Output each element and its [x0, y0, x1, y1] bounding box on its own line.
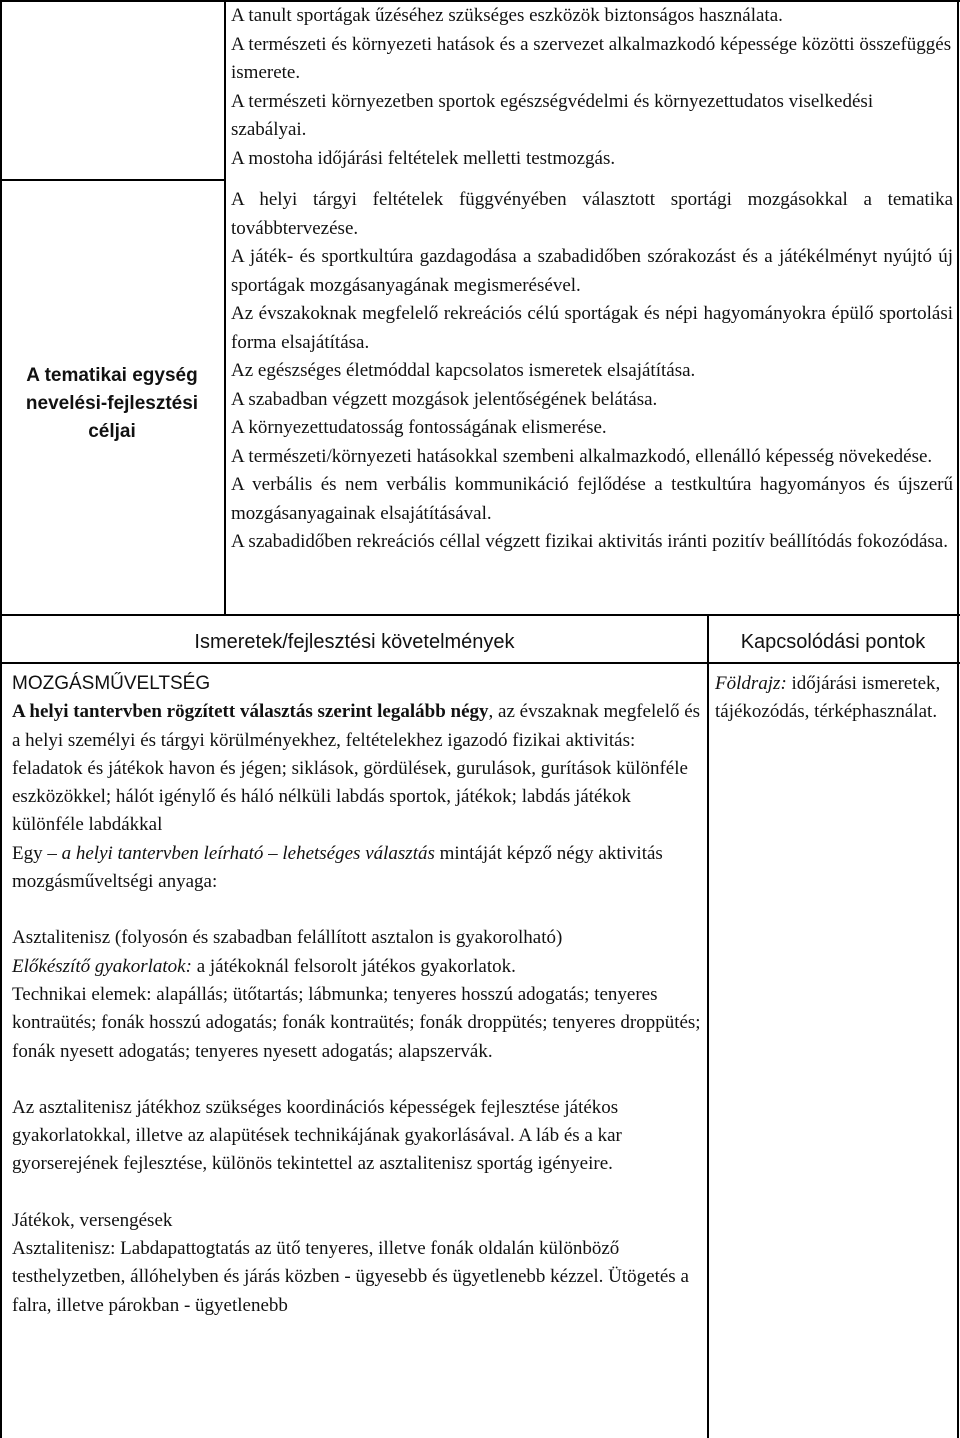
connection-text: időjárási ismeretek, tájékozódás, térképhasználat. [715, 673, 941, 723]
choice-italic: lehetséges választás [282, 842, 435, 864]
goal-item: Az egészséges életmóddal kapcsolatos ismeretek elsajátítása. [231, 360, 696, 381]
goal-item: A játék- és sportkultúra gazdagodása a szabadidőben szórakozást és a játékélményt nyújtó új sportágak mozgásanyagának megismerésével. [231, 246, 953, 296]
choice-text: Egy – [12, 842, 62, 864]
prev-line: A mostoha időjárási feltételek melletti testmozgás. [231, 147, 616, 169]
activity-paragraph-bold: A helyi tantervben rögzített választás szerint legalább négy [12, 701, 489, 723]
choice-paragraph [12, 840, 702, 897]
choice-text: mintáját képző négy aktivitás mozgásműveltségi anyaga: [12, 842, 663, 893]
connection-subject: Földrajz: [715, 673, 787, 694]
goal-item: Az évszakoknak megfelelő rekreációs célú sportágak és népi hagyományokra épülő sportolási forma elsajátítása. [231, 303, 953, 353]
prev-line: A természeti környezetben sportok egészségvédelmi és környezettudatos viselkedési szabályai. [231, 90, 874, 140]
goal-item: A szabadidőben rekreációs céllal végzett fizikai aktivitás iránti pozitív beállítódás fokozódása. [231, 531, 948, 552]
preparatory-text: a játékoknál felsorolt játékos gyakorlatok. [191, 955, 516, 977]
preparatory-exercises [12, 953, 702, 981]
prev-line: A tanult sportágak űzéséhez szükséges eszközök biztonságos használata. [231, 5, 783, 26]
section-title: MOZGÁSMŰVELTSÉG [12, 673, 211, 694]
table-border-right [957, 0, 959, 1438]
goal-item: A verbális és nem verbális kommunikáció fejlődése a testkultúra hagyományos és újszerű mozgásanyagainak elsajátításával. [231, 474, 953, 524]
goal-item: A környezettudatosság fontosságának elismerése. [231, 417, 607, 438]
connection-item [715, 670, 955, 727]
choice-dash: – [263, 842, 283, 864]
preparatory-label: Előkészítő gyakorlatok: [12, 955, 192, 977]
table-tennis-title: Asztalitenisz (folyosón és szabadban felállított asztalon is gyakorolható) [12, 927, 563, 949]
goals-text [231, 186, 953, 557]
games-title: Játékok, versengések [12, 1209, 173, 1231]
table-border-left [0, 0, 2, 1438]
connections-header: Kapcsolódási pontok [740, 631, 926, 653]
goal-item: A természeti/környezeti hatásokkal szembeni alkalmazkodó, ellenálló képesség növekedése. [231, 445, 933, 467]
goals-row-divider [0, 179, 226, 181]
prev-line: A természeti és környezeti hatások és a szervezet alkalmazkodó képessége közötti összefüggés ismerete. [231, 33, 952, 83]
requirements-content [12, 670, 702, 1320]
connections-content [715, 670, 955, 727]
activity-paragraph-rest: , az évszaknak megfelelő és a helyi személyi és tárgyi körülményekhez, feltételekhez igazodó fizikai aktivitás: feladatok és játékok havon és jégen; siklások, gördülések, gurulások, gurítások különféle eszközökkel; hálót igénylő és háló nélküli labdás sportok, játékok; labdás játékok különféle labdákkal [12, 701, 701, 836]
header-row-divider [0, 662, 960, 664]
label-column-divider [224, 0, 226, 615]
activity-paragraph [12, 698, 702, 839]
requirements-header: Ismeretek/fejlesztési követelmények [194, 631, 515, 653]
connections-column-divider [707, 615, 709, 1438]
previous-block-text [231, 2, 953, 173]
goal-item: A szabadban végzett mozgások jelentőségének belátása. [231, 388, 658, 410]
games-text: Asztalitenisz: Labdapattogtatás az ütő tenyeres, illetve fonák oldalán különböző testhelyzetben, állóhelyben és járás közben - ügyesebb és ügyetlenebb kézzel. Ütögetés a falra, illetve párokban - ügyetlenebb [12, 1238, 689, 1316]
coordination-paragraph: Az asztalitenisz játékhoz szükséges koordinációs képességek fejlesztése játékos gyakorlatokkal, illetve az alapütések technikájának gyakorlásával. A láb és a kar gyorserejének fejlesztése, különös tekintettel az asztalitenisz sportág igényeire. [12, 1096, 622, 1175]
goals-label: A tematikai egység nevelési-fejlesztési céljai [25, 365, 199, 442]
technical-elements: Technikai elemek: alapállás; ütőtartás; lábmunka; tenyeres hosszú adogatás; tenyeres kontraütés; fonák hosszú adogatás; fonák kontraütés; fonák droppütés; tenyeres droppütés; fonák nyesett adogatás; tenyeres nyesett adogatás; alapszervák. [12, 983, 701, 1062]
goal-item: A helyi tárgyi feltételek függvényében választott sportági mozgásokkal a tematika továbbtervezése. [231, 189, 953, 239]
section-row-divider [0, 614, 960, 616]
choice-italic: a helyi tantervben leírható [61, 842, 264, 864]
